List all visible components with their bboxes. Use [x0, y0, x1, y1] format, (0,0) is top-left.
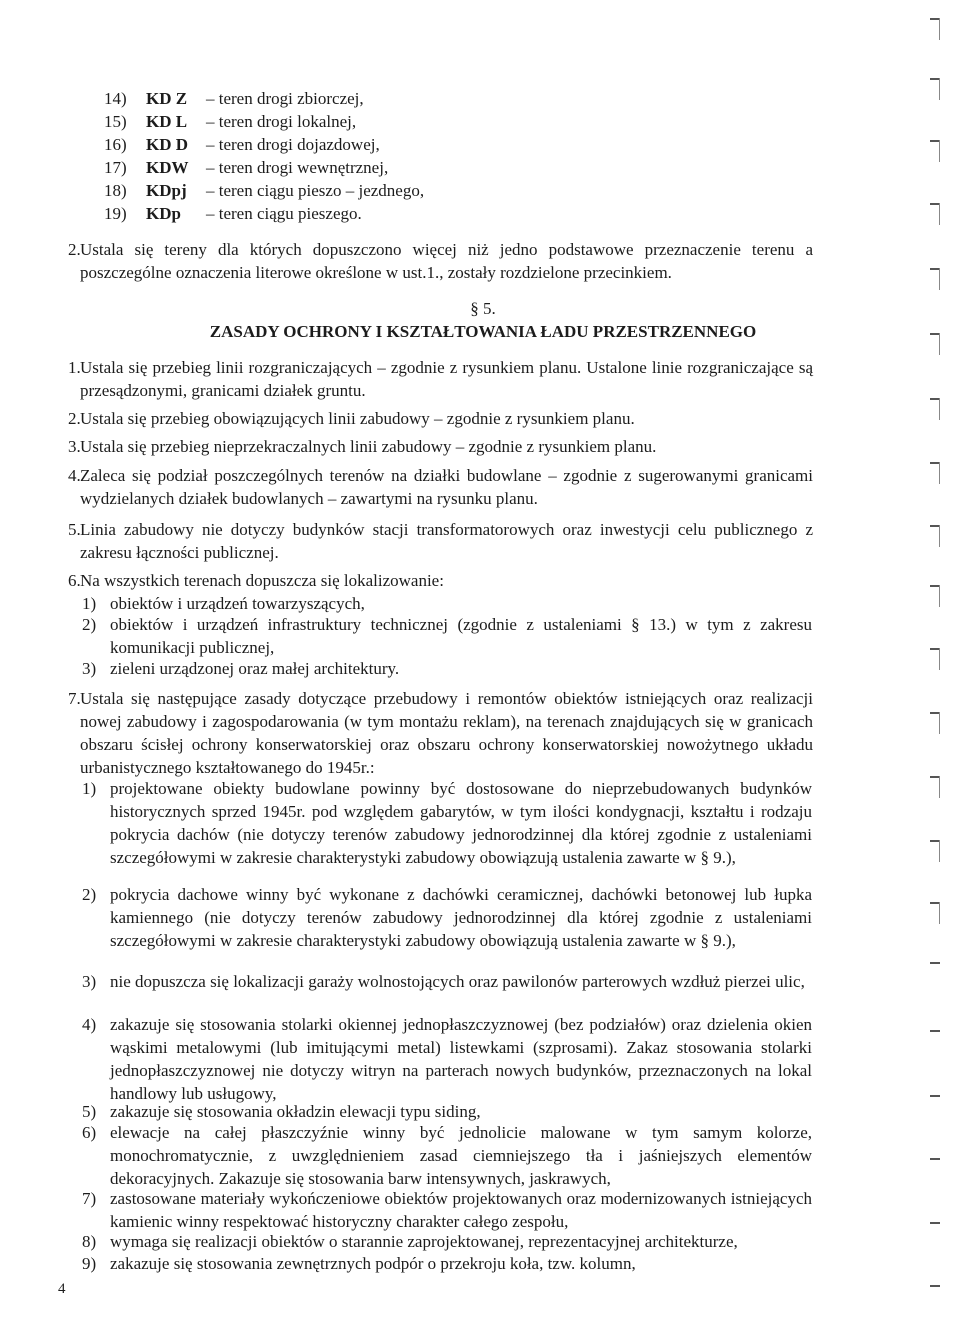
legend-symbol: KD Z [146, 89, 188, 108]
legend-symbol: KDpj [146, 181, 187, 200]
legend-description: – teren ciągu pieszo – jezdnego, [206, 181, 425, 200]
sub-item [82, 970, 812, 993]
legend-number: 14) [104, 89, 127, 108]
section-symbol: § 5. [470, 299, 496, 318]
paragraph-text: Linia zabudowy nie dotyczy budynków stacji transformatorowych oraz inwestycji celu publicznego z zakresu łączności publicznej. [80, 520, 813, 562]
section-title: ZASADY OCHRONY I KSZTAŁTOWANIA ŁADU PRZESTRZENNEGO [209, 322, 757, 341]
sub-item-text: nie dopuszcza się lokalizacji garaży wolnostojących oraz pawilonów parterowych wzdłuż pierzei ulic, [110, 972, 805, 991]
legend-number: 17) [104, 158, 127, 177]
sub-item-text: elewacje na całej płaszczyźnie winny być jednolicie malowane w tym samym kolorze, monochromatycznie, z uwzględnieniem zasad ciemniejszego tła i jaśniejszych elementów dekoracyjnych. Zakazuje się stosowania barw intensywnych, jaskrawych, [110, 1123, 812, 1188]
paragraph-number: 5. [68, 520, 81, 539]
legend-number: 15) [104, 112, 127, 131]
sub-item-text: zakazuje się stosowania stolarki okiennej jednopłaszczyznowej (bez podziałów) oraz dzielenia okien wąskimi metalowymi (lub imitującymi metal) listewkami (szprosami). Zakaz stosowania stolarki jednopłaszczyznowej nie dotyczy witryn na parterach nowych budynków, przeznaczonych na lokal handlowy lub usługowy, [110, 1015, 812, 1103]
sub-item [82, 1121, 812, 1190]
sub-item [82, 777, 812, 869]
paragraph-item [68, 687, 813, 779]
legend-number: 18) [104, 181, 127, 200]
paragraph-text: Na wszystkich terenach dopuszcza się lokalizowanie: [80, 571, 444, 590]
sub-item [82, 1013, 812, 1105]
legend-symbol: KD D [146, 135, 189, 154]
paragraph-item [68, 518, 813, 564]
paragraph-number: 7. [68, 689, 81, 708]
paragraph-number: 4. [68, 466, 81, 485]
sub-item-number: 2) [82, 615, 97, 634]
sub-item-text: zakazuje się stosowania zewnętrznych podpór o przekroju koła, tzw. kolumn, [110, 1254, 636, 1273]
sub-item [82, 657, 812, 680]
sub-item-number: 9) [82, 1254, 97, 1273]
page-number: 4 [58, 1281, 66, 1297]
paragraph-item [68, 569, 813, 592]
sub-item-text: pokrycia dachowe winny być wykonane z dachówki ceramicznej, dachówki betonowej lub łupka kamiennego (nie dotyczy terenów zabudowy jednorodzinnej dla której zgodnie z ustaleniami szczegółowymi w zakresie charakterystyki zabudowy obowiązują ustalenia zawarte w § 9.), [110, 885, 812, 950]
paragraph-text: Ustala się przebieg nieprzekraczalnych linii zabudowy – zgodnie z rysunkiem planu. [80, 437, 657, 456]
sub-item [82, 1230, 812, 1253]
paragraph-number: 1. [68, 358, 81, 377]
paragraph-item [68, 356, 813, 402]
legend-description: – teren ciągu pieszego. [206, 204, 362, 223]
paragraph-number: 3. [68, 437, 81, 456]
legend-symbol: KDW [146, 158, 189, 177]
paragraph-text: Zaleca się podział poszczególnych terenów na działki budowlane – zgodnie z sugerowanymi granicami wydzielanych działek budowlanych – zawartymi na rysunku planu. [80, 466, 813, 508]
legend-number: 19) [104, 204, 127, 223]
sub-item-number: 3) [82, 972, 97, 991]
legend-description: – teren drogi dojazdowej, [206, 135, 380, 154]
paragraph-text: Ustala się tereny dla których dopuszczono więcej niż jedno podstawowe przeznaczenie terenu a poszczególne oznaczenia literowe określone w ust.1., zostały rozdzielone przecinkiem. [80, 240, 813, 282]
sub-item-number: 3) [82, 659, 97, 678]
paragraph-number: 2. [68, 240, 81, 259]
sub-item [82, 1100, 812, 1123]
legend-number: 16) [104, 135, 127, 154]
legend-description: – teren drogi wewnętrznej, [206, 158, 389, 177]
paragraph-item [68, 238, 813, 284]
paragraph-item [68, 464, 813, 510]
paragraph-text: Ustala się przebieg linii rozgraniczających – zgodnie z rysunkiem planu. Ustalone linie rozgraniczające są przesądzonymi, granicami działek gruntu. [80, 358, 813, 400]
legend-symbol: KD L [146, 112, 188, 131]
sub-item [82, 883, 812, 952]
sub-item [82, 1252, 812, 1275]
sub-item-number: 1) [82, 779, 97, 798]
sub-item-text: zakazuje się stosowania okładzin elewacji typu siding, [110, 1102, 481, 1121]
sub-item [82, 1187, 812, 1233]
paragraph-text: Ustala się następujące zasady dotyczące przebudowy i remontów obiektów istniejących oraz realizacji nowej zabudowy i zagospodarowania (w tym montażu reklam), na terenach znajdujących się w granicach obszaru ścisłej ochrony konserwatorskiej oraz obszaru ochrony konserwatorskiej nowożytnego układu urbanistycznego kształtowanego do 1945r.: [80, 689, 813, 777]
paragraph-number: 2. [68, 409, 81, 428]
sub-item-number: 5) [82, 1102, 97, 1121]
sub-item-number: 1) [82, 594, 97, 613]
sub-item-text: zieleni urządzonej oraz małej architektury. [110, 659, 400, 678]
sub-item-text: projektowane obiekty budowlane powinny być dostosowane do nieprzebudowanych budynków historycznych sprzed 1945r. pod względem gabarytów, w tym ilości kondygnacji, kształtu i rodzaju pokrycia dachów (nie dotyczy terenów zabudowy jednorodzinnej dla której zgodnie z ustaleniami szczegółowymi w zakresie charakterystyki zabudowy obowiązują ustalenia zawarte w § 9.), [110, 779, 812, 867]
sub-item-text: wymaga się realizacji obiektów o starannie zaprojektowanej, reprezentacyjnej architekturze, [110, 1232, 738, 1251]
sub-item-text: zastosowane materiały wykończeniowe obiektów projektowanych oraz modernizowanych istniejących kamienic winny respektować historyczny charakter całego zespołu, [110, 1189, 812, 1231]
sub-item-number: 7) [82, 1189, 97, 1208]
sub-item-number: 6) [82, 1123, 97, 1142]
sub-item-number: 8) [82, 1232, 97, 1251]
legend-description: – teren drogi lokalnej, [206, 112, 357, 131]
paragraph-item [68, 407, 813, 430]
paragraph-text: Ustala się przebieg obowiązujących linii zabudowy – zgodnie z rysunkiem planu. [80, 409, 635, 428]
legend-symbol: KDp [146, 204, 181, 223]
sub-item [82, 613, 812, 659]
sub-item-number: 4) [82, 1015, 97, 1034]
paragraph-item [68, 435, 813, 458]
sub-item-number: 2) [82, 885, 97, 904]
paragraph-number: 6. [68, 571, 81, 590]
sub-item [82, 592, 812, 615]
sub-item-text: obiektów i urządzeń towarzyszących, [110, 594, 365, 613]
sub-item-text: obiektów i urządzeń infrastruktury technicznej (zgodnie z ustaleniami § 13.) w tym z zakresu komunikacji publicznej, [110, 615, 812, 657]
legend-description: – teren drogi zbiorczej, [206, 89, 364, 108]
